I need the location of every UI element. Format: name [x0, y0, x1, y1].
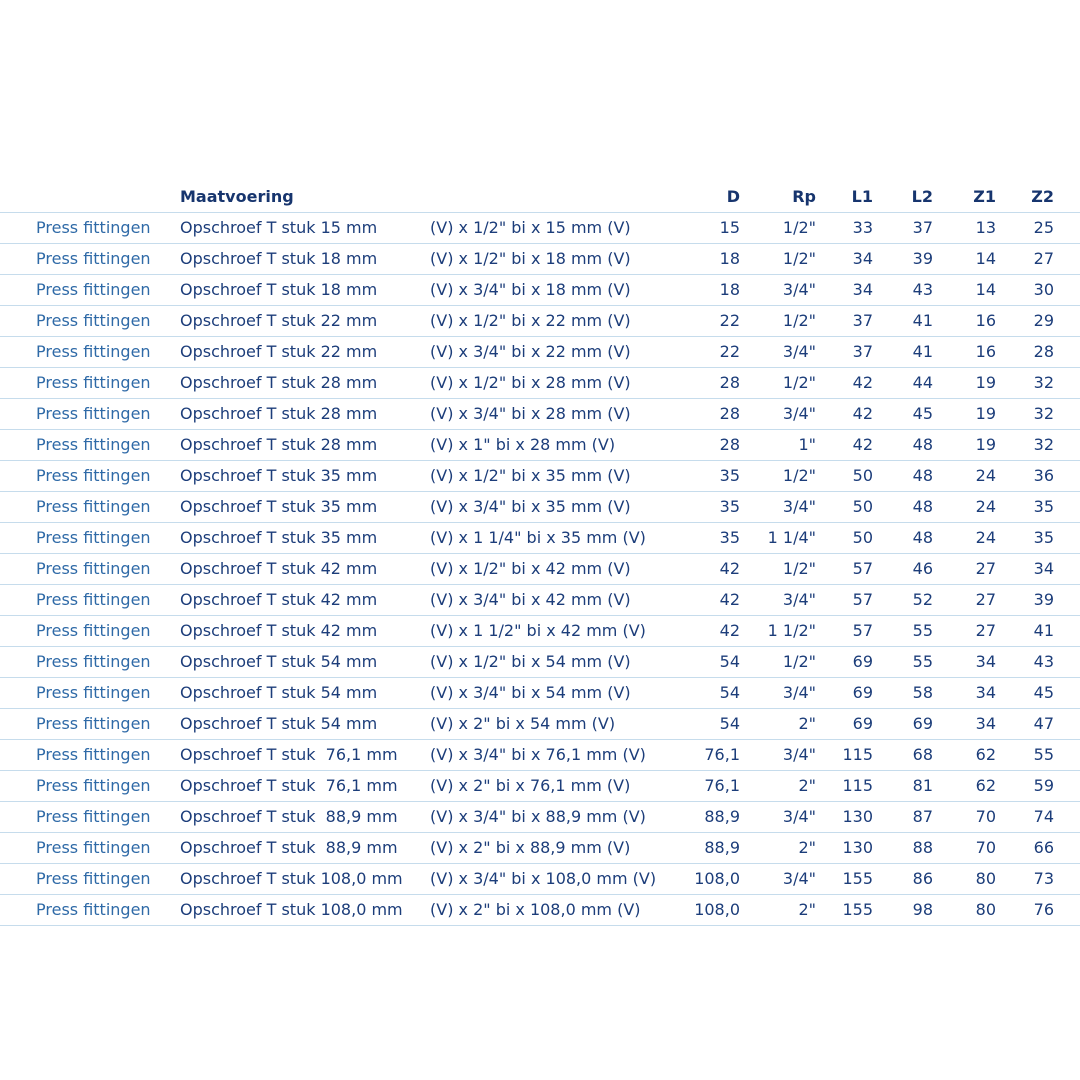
- l2-cell: 55: [912, 621, 933, 640]
- z1-cell: 27: [975, 559, 996, 578]
- z1-cell: 34: [975, 683, 996, 702]
- rp-cell: 2": [798, 900, 816, 919]
- l2-cell: 55: [912, 652, 933, 671]
- l1-cell: 155: [842, 869, 873, 888]
- d-cell: 28: [719, 435, 740, 454]
- category-cell: Press fittingen: [36, 404, 151, 423]
- header-l1: L1: [851, 187, 873, 206]
- d-cell: 108,0: [694, 869, 740, 888]
- table-row: [0, 833, 1080, 864]
- z1-cell: 19: [975, 373, 996, 392]
- table-row: [0, 461, 1080, 492]
- table-row: [0, 244, 1080, 275]
- table-header: [0, 182, 1080, 213]
- category-cell: Press fittingen: [36, 218, 151, 237]
- z1-cell: 27: [975, 621, 996, 640]
- l1-cell: 57: [852, 559, 873, 578]
- z2-cell: 32: [1033, 373, 1054, 392]
- z2-cell: 27: [1033, 249, 1054, 268]
- d-cell: 28: [719, 404, 740, 423]
- table-row: [0, 709, 1080, 740]
- l1-cell: 57: [852, 590, 873, 609]
- description-cell: Opschroef T stuk 108,0 mm: [180, 869, 403, 888]
- l1-cell: 69: [852, 683, 873, 702]
- l2-cell: 41: [912, 342, 933, 361]
- table-row: [0, 678, 1080, 709]
- z2-cell: 35: [1033, 528, 1054, 547]
- l1-cell: 115: [842, 745, 873, 764]
- l1-cell: 33: [852, 218, 873, 237]
- description-cell: Opschroef T stuk 18 mm: [180, 249, 378, 268]
- z2-cell: 55: [1033, 745, 1054, 764]
- rp-cell: 3/4": [782, 497, 816, 516]
- z1-cell: 80: [975, 900, 996, 919]
- dimension-cell: (V) x 2" bi x 76,1 mm (V): [430, 776, 631, 795]
- d-cell: 54: [719, 683, 740, 702]
- z1-cell: 80: [975, 869, 996, 888]
- dimension-cell: (V) x 2" bi x 108,0 mm (V): [430, 900, 641, 919]
- rp-cell: 3/4": [782, 342, 816, 361]
- header-d: D: [726, 187, 740, 206]
- d-cell: 42: [719, 559, 740, 578]
- dimension-cell: (V) x 3/4" bi x 22 mm (V): [430, 342, 631, 361]
- l1-cell: 69: [852, 652, 873, 671]
- rp-cell: 3/4": [782, 869, 816, 888]
- table-row: [0, 306, 1080, 337]
- z2-cell: 34: [1033, 559, 1054, 578]
- l2-cell: 39: [912, 249, 933, 268]
- table-row: [0, 554, 1080, 585]
- header-maatvoering: Maatvoering: [180, 187, 294, 206]
- l2-cell: 68: [912, 745, 933, 764]
- dimension-cell: (V) x 1/2" bi x 54 mm (V): [430, 652, 631, 671]
- category-cell: Press fittingen: [36, 466, 151, 485]
- dimension-cell: (V) x 1/2" bi x 22 mm (V): [430, 311, 631, 330]
- description-cell: Opschroef T stuk 54 mm: [180, 714, 378, 733]
- rp-cell: 2": [798, 776, 816, 795]
- l1-cell: 42: [852, 373, 873, 392]
- l2-cell: 48: [912, 497, 933, 516]
- rp-cell: 3/4": [782, 807, 816, 826]
- dimension-cell: (V) x 3/4" bi x 54 mm (V): [430, 683, 631, 702]
- category-cell: Press fittingen: [36, 249, 151, 268]
- rp-cell: 1/2": [782, 652, 816, 671]
- rp-cell: 3/4": [782, 745, 816, 764]
- l1-cell: 34: [852, 280, 873, 299]
- d-cell: 108,0: [694, 900, 740, 919]
- description-cell: Opschroef T stuk 54 mm: [180, 652, 378, 671]
- table-row: [0, 399, 1080, 430]
- d-cell: 54: [719, 652, 740, 671]
- category-cell: Press fittingen: [36, 590, 151, 609]
- rp-cell: 1 1/4": [767, 528, 816, 547]
- d-cell: 76,1: [704, 745, 740, 764]
- l2-cell: 45: [912, 404, 933, 423]
- z1-cell: 24: [975, 528, 996, 547]
- dimension-cell: (V) x 3/4" bi x 35 mm (V): [430, 497, 631, 516]
- z2-cell: 25: [1033, 218, 1054, 237]
- l2-cell: 41: [912, 311, 933, 330]
- l2-cell: 44: [912, 373, 933, 392]
- table-row: [0, 616, 1080, 647]
- category-cell: Press fittingen: [36, 497, 151, 516]
- dimension-cell: (V) x 1/2" bi x 28 mm (V): [430, 373, 631, 392]
- z2-cell: 43: [1033, 652, 1054, 671]
- z1-cell: 62: [975, 776, 996, 795]
- category-cell: Press fittingen: [36, 528, 151, 547]
- d-cell: 35: [719, 466, 740, 485]
- dimension-cell: (V) x 1/2" bi x 42 mm (V): [430, 559, 631, 578]
- z2-cell: 45: [1033, 683, 1054, 702]
- z2-cell: 28: [1033, 342, 1054, 361]
- header-rp: Rp: [792, 187, 816, 206]
- z2-cell: 47: [1033, 714, 1054, 733]
- z1-cell: 34: [975, 652, 996, 671]
- table-body: [0, 213, 1080, 926]
- l1-cell: 50: [852, 466, 873, 485]
- rp-cell: 3/4": [782, 683, 816, 702]
- l1-cell: 130: [842, 807, 873, 826]
- description-cell: Opschroef T stuk 15 mm: [180, 218, 378, 237]
- l2-cell: 98: [912, 900, 933, 919]
- rp-cell: 1/2": [782, 311, 816, 330]
- z1-cell: 27: [975, 590, 996, 609]
- rp-cell: 2": [798, 714, 816, 733]
- l2-cell: 46: [912, 559, 933, 578]
- category-cell: Press fittingen: [36, 342, 151, 361]
- dimension-cell: (V) x 1 1/2" bi x 42 mm (V): [430, 621, 646, 640]
- d-cell: 35: [719, 528, 740, 547]
- dimension-cell: (V) x 3/4" bi x 42 mm (V): [430, 590, 631, 609]
- z2-cell: 35: [1033, 497, 1054, 516]
- l1-cell: 34: [852, 249, 873, 268]
- l1-cell: 115: [842, 776, 873, 795]
- rp-cell: 2": [798, 838, 816, 857]
- description-cell: Opschroef T stuk 54 mm: [180, 683, 378, 702]
- l2-cell: 86: [912, 869, 933, 888]
- fittings-table: [0, 182, 1080, 926]
- category-cell: Press fittingen: [36, 435, 151, 454]
- l1-cell: 57: [852, 621, 873, 640]
- l1-cell: 50: [852, 528, 873, 547]
- z1-cell: 14: [975, 280, 996, 299]
- category-cell: Press fittingen: [36, 745, 151, 764]
- l2-cell: 37: [912, 218, 933, 237]
- z1-cell: 24: [975, 466, 996, 485]
- z2-cell: 39: [1033, 590, 1054, 609]
- z1-cell: 62: [975, 745, 996, 764]
- table-row: [0, 585, 1080, 616]
- z1-cell: 14: [975, 249, 996, 268]
- rp-cell: 3/4": [782, 404, 816, 423]
- description-cell: Opschroef T stuk 22 mm: [180, 311, 378, 330]
- d-cell: 88,9: [704, 838, 740, 857]
- description-cell: Opschroef T stuk 76,1 mm: [180, 776, 398, 795]
- l2-cell: 52: [912, 590, 933, 609]
- d-cell: 18: [719, 249, 740, 268]
- category-cell: Press fittingen: [36, 683, 151, 702]
- description-cell: Opschroef T stuk 22 mm: [180, 342, 378, 361]
- z2-cell: 66: [1033, 838, 1054, 857]
- category-cell: Press fittingen: [36, 838, 151, 857]
- z1-cell: 19: [975, 404, 996, 423]
- dimension-cell: (V) x 3/4" bi x 88,9 mm (V): [430, 807, 646, 826]
- description-cell: Opschroef T stuk 35 mm: [180, 466, 378, 485]
- dimension-cell: (V) x 1/2" bi x 35 mm (V): [430, 466, 631, 485]
- z1-cell: 13: [975, 218, 996, 237]
- z1-cell: 24: [975, 497, 996, 516]
- rp-cell: 1/2": [782, 466, 816, 485]
- l2-cell: 87: [912, 807, 933, 826]
- table-row: [0, 523, 1080, 554]
- table-row: [0, 430, 1080, 461]
- description-cell: Opschroef T stuk 35 mm: [180, 528, 378, 547]
- dimension-cell: (V) x 2" bi x 54 mm (V): [430, 714, 616, 733]
- description-cell: Opschroef T stuk 35 mm: [180, 497, 378, 516]
- rp-cell: 1/2": [782, 218, 816, 237]
- l1-cell: 42: [852, 435, 873, 454]
- category-cell: Press fittingen: [36, 559, 151, 578]
- d-cell: 22: [719, 342, 740, 361]
- category-cell: Press fittingen: [36, 311, 151, 330]
- category-cell: Press fittingen: [36, 621, 151, 640]
- d-cell: 54: [719, 714, 740, 733]
- l1-cell: 42: [852, 404, 873, 423]
- description-cell: Opschroef T stuk 88,9 mm: [180, 807, 398, 826]
- l1-cell: 69: [852, 714, 873, 733]
- rp-cell: 1": [798, 435, 816, 454]
- category-cell: Press fittingen: [36, 280, 151, 299]
- z1-cell: 19: [975, 435, 996, 454]
- l1-cell: 37: [852, 311, 873, 330]
- rp-cell: 3/4": [782, 590, 816, 609]
- d-cell: 76,1: [704, 776, 740, 795]
- l2-cell: 48: [912, 528, 933, 547]
- description-cell: Opschroef T stuk 108,0 mm: [180, 900, 403, 919]
- d-cell: 88,9: [704, 807, 740, 826]
- category-cell: Press fittingen: [36, 714, 151, 733]
- z2-cell: 30: [1033, 280, 1054, 299]
- d-cell: 22: [719, 311, 740, 330]
- l2-cell: 58: [912, 683, 933, 702]
- dimension-cell: (V) x 3/4" bi x 76,1 mm (V): [430, 745, 646, 764]
- dimension-cell: (V) x 3/4" bi x 28 mm (V): [430, 404, 631, 423]
- category-cell: Press fittingen: [36, 869, 151, 888]
- z2-cell: 32: [1033, 435, 1054, 454]
- z1-cell: 34: [975, 714, 996, 733]
- rp-cell: 1/2": [782, 559, 816, 578]
- dimension-cell: (V) x 1/2" bi x 18 mm (V): [430, 249, 631, 268]
- header-z2: Z2: [1031, 187, 1054, 206]
- l2-cell: 69: [912, 714, 933, 733]
- d-cell: 42: [719, 590, 740, 609]
- rp-cell: 1/2": [782, 373, 816, 392]
- table-row: [0, 802, 1080, 833]
- category-cell: Press fittingen: [36, 900, 151, 919]
- category-cell: Press fittingen: [36, 373, 151, 392]
- l2-cell: 88: [912, 838, 933, 857]
- z2-cell: 29: [1033, 311, 1054, 330]
- l2-cell: 43: [912, 280, 933, 299]
- z1-cell: 70: [975, 807, 996, 826]
- d-cell: 35: [719, 497, 740, 516]
- z2-cell: 32: [1033, 404, 1054, 423]
- d-cell: 18: [719, 280, 740, 299]
- header-l2: L2: [911, 187, 933, 206]
- dimension-cell: (V) x 3/4" bi x 18 mm (V): [430, 280, 631, 299]
- table-row: [0, 740, 1080, 771]
- l2-cell: 81: [912, 776, 933, 795]
- d-cell: 28: [719, 373, 740, 392]
- z2-cell: 41: [1033, 621, 1054, 640]
- table-row: [0, 864, 1080, 895]
- table-row: [0, 368, 1080, 399]
- category-cell: Press fittingen: [36, 652, 151, 671]
- l1-cell: 155: [842, 900, 873, 919]
- dimension-cell: (V) x 3/4" bi x 108,0 mm (V): [430, 869, 657, 888]
- description-cell: Opschroef T stuk 28 mm: [180, 373, 378, 392]
- table-row: [0, 895, 1080, 926]
- rp-cell: 1 1/2": [767, 621, 816, 640]
- table-row: [0, 275, 1080, 306]
- d-cell: 15: [719, 218, 740, 237]
- d-cell: 42: [719, 621, 740, 640]
- table-row: [0, 337, 1080, 368]
- header-z1: Z1: [973, 187, 996, 206]
- z2-cell: 74: [1033, 807, 1054, 826]
- category-cell: Press fittingen: [36, 807, 151, 826]
- z2-cell: 76: [1033, 900, 1054, 919]
- description-cell: Opschroef T stuk 18 mm: [180, 280, 378, 299]
- description-cell: Opschroef T stuk 42 mm: [180, 559, 378, 578]
- description-cell: Opschroef T stuk 42 mm: [180, 621, 378, 640]
- l2-cell: 48: [912, 435, 933, 454]
- rp-cell: 1/2": [782, 249, 816, 268]
- table-row: [0, 213, 1080, 244]
- description-cell: Opschroef T stuk 88,9 mm: [180, 838, 398, 857]
- l1-cell: 37: [852, 342, 873, 361]
- description-cell: Opschroef T stuk 28 mm: [180, 404, 378, 423]
- l1-cell: 130: [842, 838, 873, 857]
- dimension-cell: (V) x 2" bi x 88,9 mm (V): [430, 838, 631, 857]
- z2-cell: 73: [1033, 869, 1054, 888]
- table-row: [0, 647, 1080, 678]
- l2-cell: 48: [912, 466, 933, 485]
- description-cell: Opschroef T stuk 76,1 mm: [180, 745, 398, 764]
- rp-cell: 3/4": [782, 280, 816, 299]
- z2-cell: 36: [1033, 466, 1054, 485]
- description-cell: Opschroef T stuk 28 mm: [180, 435, 378, 454]
- dimension-cell: (V) x 1/2" bi x 15 mm (V): [430, 218, 631, 237]
- z1-cell: 16: [975, 311, 996, 330]
- l1-cell: 50: [852, 497, 873, 516]
- description-cell: Opschroef T stuk 42 mm: [180, 590, 378, 609]
- table-row: [0, 771, 1080, 802]
- category-cell: Press fittingen: [36, 776, 151, 795]
- dimension-cell: (V) x 1" bi x 28 mm (V): [430, 435, 616, 454]
- table-row: [0, 492, 1080, 523]
- dimension-cell: (V) x 1 1/4" bi x 35 mm (V): [430, 528, 646, 547]
- z2-cell: 59: [1033, 776, 1054, 795]
- z1-cell: 70: [975, 838, 996, 857]
- z1-cell: 16: [975, 342, 996, 361]
